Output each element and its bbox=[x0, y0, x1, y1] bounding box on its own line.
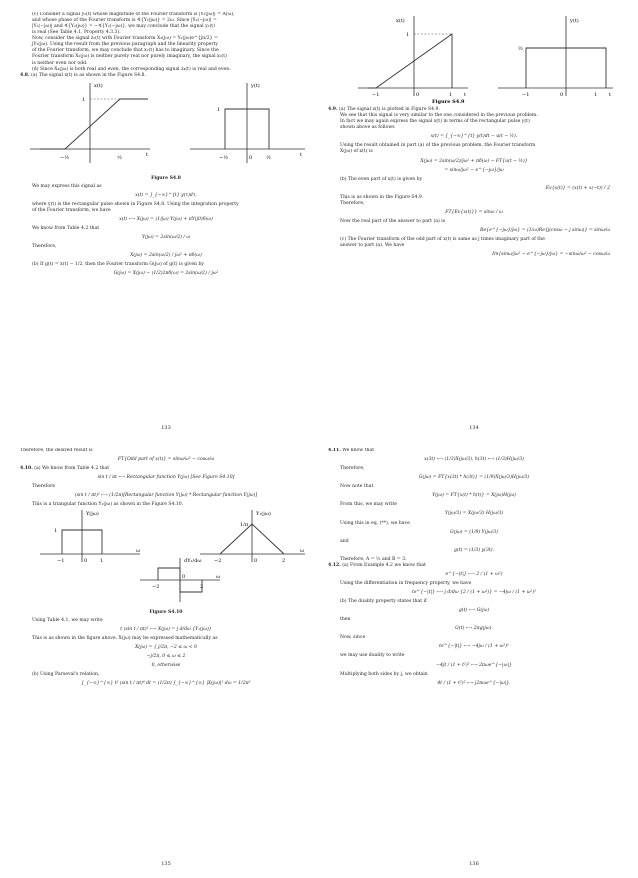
page-135 bbox=[20, 448, 312, 868]
label-one: 1 bbox=[82, 96, 86, 103]
equation: sin t / πt ⟷ Rectangular function Y(jω) [See Figure S4.10] bbox=[97, 475, 235, 481]
equation: x(3t) ⟷ (1/3)X(jω/3), h(3t) ⟷ (1/3)H(jω/3) bbox=[424, 457, 524, 463]
equation: FT{Odd part of x(t)} = sinω/ω² − cosω/ω bbox=[117, 457, 215, 463]
label-m-two: −2 bbox=[214, 558, 222, 565]
text-line: Therefore, bbox=[340, 200, 365, 206]
figure-s4-9 bbox=[328, 12, 620, 104]
label-zero-b: 0 bbox=[254, 558, 258, 565]
label-zero: 0 bbox=[84, 558, 88, 565]
equation: Im{sinω/jω² − e^{−jω}/jω} = −sinω/ω² − cosω/ω bbox=[492, 252, 610, 258]
figure-caption: Figure S4.10 bbox=[149, 609, 183, 615]
text-line: Therefore, the desired result is bbox=[20, 448, 93, 453]
figure-s4-10 bbox=[20, 508, 312, 604]
label-two-c: 2 bbox=[200, 584, 204, 591]
page-133 bbox=[20, 12, 312, 432]
equation: g(t) = (1/3) y(3t). bbox=[454, 547, 494, 553]
equation: t (sin t / πt)² ⟷ X(jω) = j d/dω {Y₁(jω)} bbox=[120, 626, 212, 632]
text-line: (c) The Fourier transform of the odd part of x(t) is same as j times imaginary part of the bbox=[340, 237, 545, 243]
label-one-pi: 1/π bbox=[240, 522, 249, 529]
equation: te^{−|t|} ⟷ j d/dω {2 / (1 + ω²)} = −4jω / (1 + ω²)² bbox=[411, 590, 537, 595]
text-line: (b) Using Parseval's relation, bbox=[32, 671, 100, 677]
text-line: Using the result obtained in part (a) of the previous problem, the Fourier transform bbox=[340, 143, 536, 149]
text-line: Now, since bbox=[340, 635, 366, 641]
label-half: ½ bbox=[117, 154, 122, 161]
text-line: Using Table 4.1, we may write bbox=[32, 617, 103, 623]
text-line: Using the differentiation in frequency property, we have bbox=[340, 580, 472, 586]
text-line: (d) Since X₄(jω) is both real and even, the corresponding signal z₄(t) is real and even. bbox=[32, 66, 231, 72]
label-m-half: −½ bbox=[60, 154, 70, 161]
label-m-half-b: −½ bbox=[219, 154, 229, 161]
text-line: and whose phase of the Fourier transform is ∢{Y₂(jω)} = 2ω. Since |Y₂(−jω)| = bbox=[32, 18, 217, 24]
text-line: We see that this signal is very similar to the one considered in the previous problem. bbox=[340, 113, 538, 119]
text-line: We know from Table 4.2 that bbox=[32, 226, 100, 232]
text-line: is real (See Table 4.1, Property 4.3.3). bbox=[32, 30, 121, 36]
page-number: 136 bbox=[469, 861, 479, 868]
text-line: (b) If g(t) = x(t) − 1/2, then the Fourier transform G(jω) of g(t) is given by bbox=[32, 262, 205, 268]
problem-number: 4.8. bbox=[20, 72, 30, 78]
text-line: X(jω) of x(t) is bbox=[340, 149, 373, 155]
text-line: |Y₂(−jω)| and ∢{Y₂(jω)} = −∢{Y₂(−jω)}, we may conclude that the signal y₂(t) bbox=[32, 24, 215, 30]
equation: x(t) = ∫_{−∞}^{t} y(τ)dτ, bbox=[135, 192, 197, 198]
label-two: 2 bbox=[282, 558, 286, 565]
label-one: 1 bbox=[54, 528, 58, 535]
text-line: Now note that bbox=[340, 484, 374, 490]
figure-caption: Figure S4.8 bbox=[151, 175, 181, 181]
text-line: Now the real part of the answer to part (a) is bbox=[340, 218, 446, 224]
text-line: is neither even nor odd. bbox=[32, 60, 88, 66]
text-line: Therefore bbox=[32, 484, 56, 490]
problem-text: (a) We know from Table 4.2 that bbox=[34, 466, 110, 472]
equation: (sin t / πt)² ⟷ (1/2π)[Rectangular function Y(jω) * Rectangular function Y(jω)] bbox=[74, 493, 258, 499]
problem-text: We know that bbox=[342, 448, 375, 453]
problem-number: 4.10. bbox=[20, 466, 33, 472]
label-t-b: t bbox=[300, 151, 303, 158]
text-line: shown above as follows bbox=[340, 125, 395, 131]
label-t: t bbox=[464, 92, 467, 98]
equation: Re{e^{−jω}/jω} = (1/ω)Re{j(cosω − j sinω)} = sinω/ω bbox=[480, 228, 610, 233]
text-line: where y(t) is the rectangular pulse shown in Figure S4.8. Using the integration property bbox=[32, 201, 239, 207]
label-half: ½ bbox=[518, 46, 523, 52]
text-line: (b) The even part of x(t) is given by bbox=[340, 176, 423, 182]
equation: FT{Ev{x(t)}} = sinω / ω bbox=[445, 209, 503, 215]
equation: Y(jω/3) = X(jω/3) H(jω/3) bbox=[444, 511, 504, 517]
equation: G(jω) = FT{x(3t) * h(3t)} = (1/9)X(jω/3)H(jω/3) bbox=[418, 475, 530, 481]
equation: x(t) = ∫_{−∞}^{t} y(t)dt − u(t − ½). bbox=[430, 134, 518, 140]
text-line: Using this in eq. (**), we have bbox=[340, 520, 410, 526]
text-line: In fact we may again express the signal x(t) in terms of the rectangular pulse y(t) bbox=[340, 119, 530, 125]
equation: = sinω/jω² − e^{−jω}/jω bbox=[444, 167, 504, 173]
equation: ∫_{−∞}^{∞} t² (sin t / πt)⁴ dt = (1/2π) ∫_{−∞}^{∞} |X(jω)|² dω = 1/2π³ bbox=[81, 681, 251, 686]
equation: X(jω) = 2sin(ω/2) / jω² + πδ(ω) bbox=[130, 253, 202, 259]
text-line: This is as shown in the figure above. X(jω) may be expressed mathematically as bbox=[32, 635, 218, 641]
text-line: we may use duality to write bbox=[340, 653, 405, 659]
label-xt: x(t) bbox=[94, 82, 103, 89]
equation: G(jω) = (1/9) Y(jω/3) bbox=[450, 529, 498, 535]
text-line: Therefore, bbox=[32, 244, 57, 250]
label-zero: 0 bbox=[416, 92, 420, 98]
label-one: 1 bbox=[406, 32, 410, 38]
label-zero-c: 0 bbox=[182, 574, 186, 581]
label-t: t bbox=[146, 151, 149, 158]
text-line: jY₂(jω). Using the result from the previous paragraph and the linearity property bbox=[32, 42, 218, 48]
text-line: then bbox=[340, 617, 351, 623]
equation: g(t) ⟷ G(jω) bbox=[458, 608, 490, 614]
label-yt: y(t) bbox=[251, 82, 260, 89]
text-line: of the Fourier transform, we may conclude that x₂(t) has to imaginary. Since the bbox=[32, 48, 219, 54]
label-w: ω bbox=[136, 548, 141, 555]
text-line: (b) The duality property states that if bbox=[340, 599, 427, 605]
equation: x(t) ⟷ X(jω) = (1/jω) Y(jω) + πY(j0)δ(ω) bbox=[119, 217, 213, 223]
label-m-one-b: −1 bbox=[522, 92, 530, 98]
label-yt: y(t) bbox=[570, 18, 579, 24]
figure-caption: Figure S4.9 bbox=[432, 99, 465, 104]
equation: 4t / (1 + t²)² ⟷ j2πωe^{−|ω|}. bbox=[437, 680, 511, 686]
problem-number: 4.12. bbox=[328, 562, 341, 568]
label-w-c: ω bbox=[216, 574, 221, 581]
text-line: of the Fourier transform, we have bbox=[32, 208, 111, 213]
text-line: Fourier transform X₂(jω) is neither purely real nor purely imaginary, the signal x₂(t) bbox=[32, 54, 227, 60]
equation: Y(jω) = 2sin(ω/2) / ω bbox=[141, 235, 191, 241]
text-line: (c) Consider a signal y₂(t) whose magnitude of the Fourier transform is |Y₂(jω)| = A(ω), bbox=[32, 12, 235, 17]
problem-text: (a) The signal x(t) is as shown in the Figure S4.8. bbox=[31, 72, 146, 78]
label-one-x: 1 bbox=[100, 558, 104, 565]
text-line: From this, we may write bbox=[340, 502, 397, 508]
figure-s4-8 bbox=[20, 79, 312, 171]
label-m-one: −1 bbox=[57, 558, 65, 565]
page-136 bbox=[328, 448, 620, 868]
problem-number: 4.9. bbox=[328, 107, 338, 113]
text-line: Therefore, A = ⅓ and B = 3. bbox=[340, 556, 407, 562]
text-line: This is a triangular function Y₁(jω) as shown in the Figure S4.10. bbox=[32, 502, 184, 508]
equation: −4jt / (1 + t²)² ⟷ 2πωe^{−|ω|} bbox=[436, 662, 512, 668]
label-t-b: t bbox=[609, 92, 612, 98]
label-yjw: Y(jω) bbox=[86, 511, 99, 518]
label-one-x: 1 bbox=[449, 92, 453, 98]
text-line: Now, consider the signal z₂(t) with Fourier transform X₂(jω) = Y₂(jω)e^{jπ/2} = bbox=[32, 36, 218, 42]
text-line: We may express this signal as bbox=[32, 183, 102, 189]
page-134 bbox=[328, 12, 620, 432]
equation: X(jω) = { j/2π, −2 ≤ ω < 0 bbox=[135, 644, 197, 650]
equation: X(jω) = 2sin(ω/2)/jω² + πδ(ω) − FT{u(t − ½)} bbox=[420, 158, 528, 164]
label-xt: x(t) bbox=[396, 18, 405, 24]
problem-number: 4.11. bbox=[328, 448, 341, 453]
label-y1jw: Y₁(jω) bbox=[256, 511, 271, 518]
equation: G(jω) = X(jω) − (1/2)2πδ(ω) = 2sin(ω/2) / jω² bbox=[113, 271, 219, 277]
label-m-two-c: −2 bbox=[152, 584, 160, 591]
equation: e^{−|t|} ⟷ 2 / (1 + ω²) bbox=[445, 571, 503, 577]
text-line: answer to part (a). We have bbox=[340, 243, 405, 249]
text-line: This is as shown in the Figure S4.9. bbox=[340, 194, 424, 200]
text-line: Multiplying both sides by j, we obtain bbox=[340, 671, 428, 677]
label-zero-b: 0 bbox=[560, 92, 564, 98]
equation: te^{−|t|} ⟷ −4jω / (1 + ω²)² bbox=[439, 644, 509, 650]
text-line: Therefore, bbox=[340, 466, 365, 472]
text-line: (a) The signal x(t) is plotted in Figure S4.9. bbox=[339, 107, 440, 113]
label-m-one: −1 bbox=[372, 92, 380, 98]
equation: −j/2π, 0 ≤ ω ≤ 2 bbox=[146, 653, 186, 659]
label-w-b: ω bbox=[300, 548, 305, 555]
label-zero: 0 bbox=[249, 154, 253, 161]
part-c-d-text bbox=[20, 12, 312, 73]
page-number: 133 bbox=[161, 425, 171, 432]
label-half-b: ½ bbox=[266, 154, 271, 161]
equation: Y(jω) = FT{x(t) * h(t)} = X(jω)H(jω) bbox=[432, 493, 516, 499]
problem-text: (a) From Example 4.2 we know that bbox=[342, 562, 426, 568]
equation: 0, otherwise bbox=[151, 662, 181, 668]
text-line: and bbox=[340, 538, 349, 544]
label-ddw: dY₁/dω bbox=[184, 558, 202, 565]
equation: G(t) ⟷ 2πg(jω). bbox=[455, 626, 493, 632]
equation: Ev{x(t)} = (x(t) + x(−t)) / 2 bbox=[545, 185, 610, 191]
page-number: 135 bbox=[161, 861, 171, 868]
page-number: 134 bbox=[469, 425, 479, 432]
label-one-b: 1 bbox=[594, 92, 598, 98]
label-one-b: 1 bbox=[217, 106, 221, 113]
